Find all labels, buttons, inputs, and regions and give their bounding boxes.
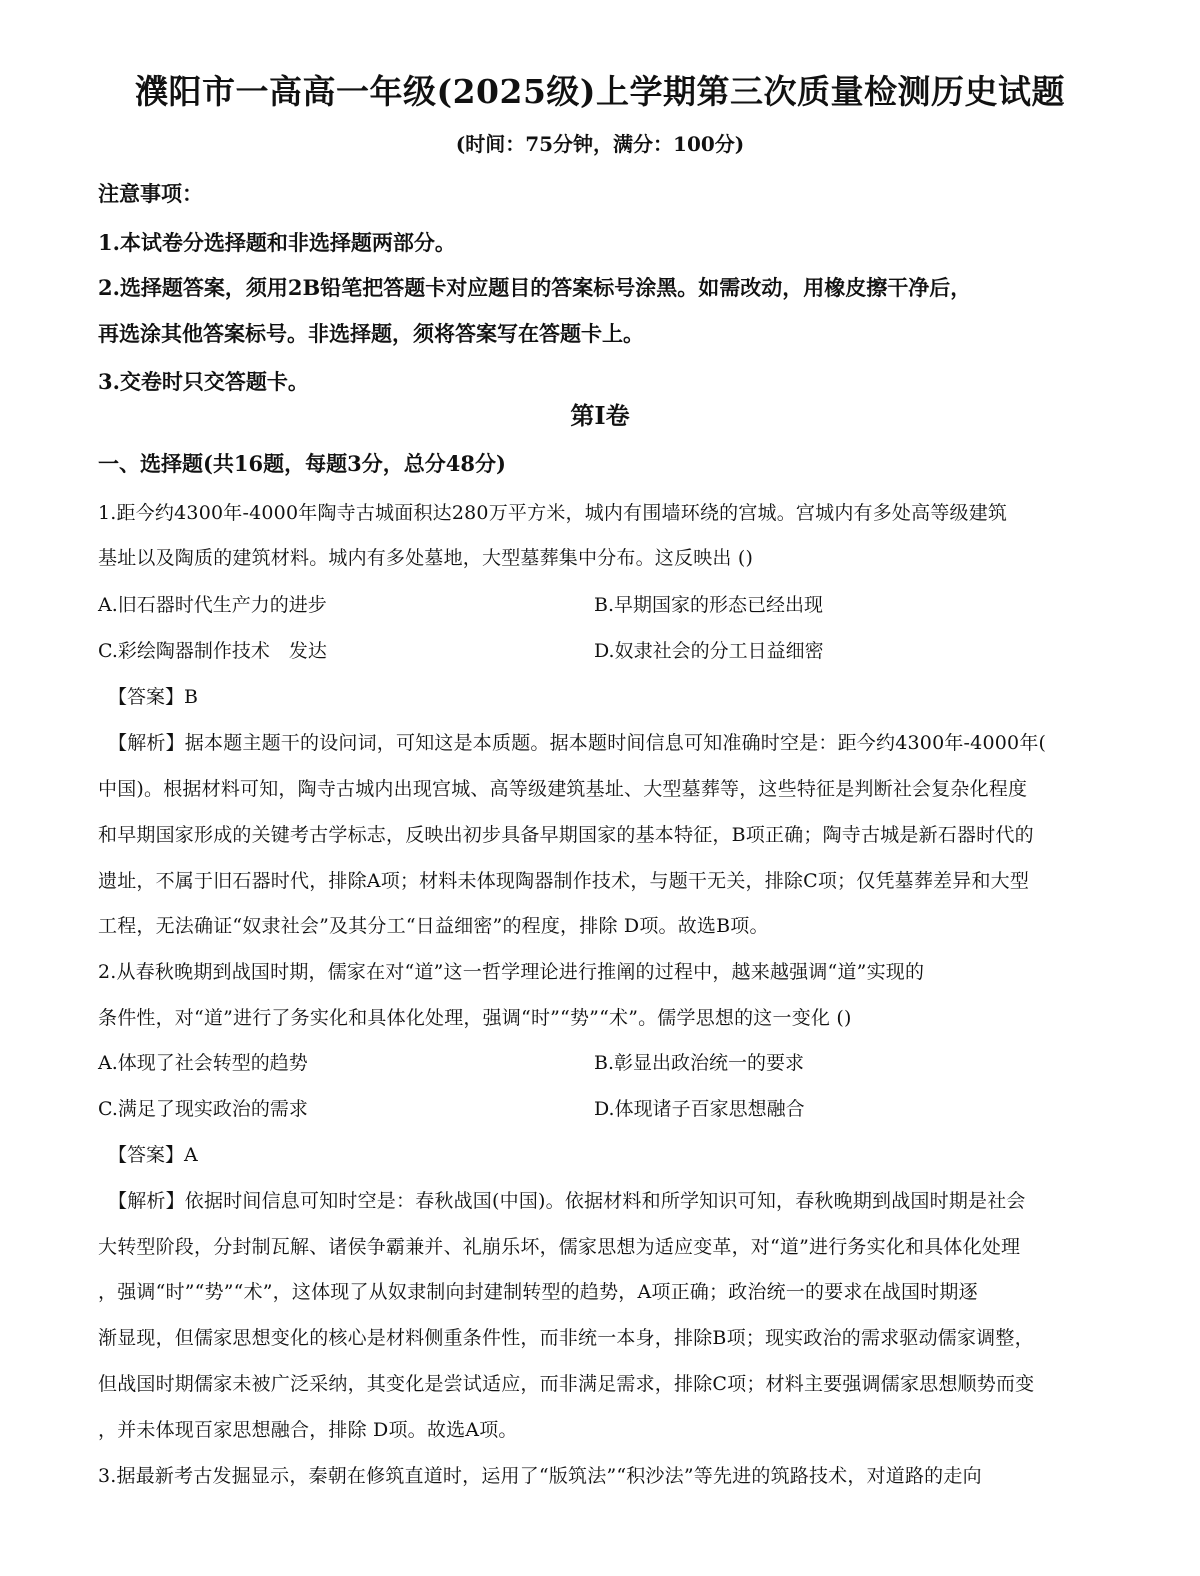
- question-2-analysis-line-3: ，强调“时”“势”“术”，这体现了从奴隶制向封建制转型的趋势，A项正确；政治统一的要求在战国时期逐: [98, 1281, 978, 1303]
- question-1-option-b: B.早期国家的形态已经出现: [594, 594, 824, 616]
- question-2-option-c: C.满足了现实政治的需求: [98, 1098, 308, 1120]
- exam-time-info: (时间：75分钟，满分：100分): [455, 132, 745, 156]
- question-2-option-a: A.体现了社会转型的趋势: [98, 1052, 308, 1074]
- notice-item-2-cont: 再选涂其他答案标号。非选择题，须将答案写在答题卡上。: [98, 321, 644, 346]
- notice-item-1: 1.本试卷分选择题和非选择题两部分。: [98, 230, 456, 255]
- question-2-option-b: B.彰显出政治统一的要求: [594, 1052, 805, 1074]
- question-2-option-d: D.体现诸子百家思想融合: [594, 1098, 805, 1120]
- question-2-answer: 【答案】A: [108, 1144, 198, 1166]
- question-1-option-c: C.彩绘陶器制作技术 发达: [98, 640, 327, 662]
- volume-heading: 第Ⅰ卷: [570, 401, 630, 430]
- question-1-analysis-line-5: 工程，无法确证“奴隶社会”及其分工“日益细密”的程度，排除 D项。故选B项。: [98, 915, 769, 937]
- question-1-stem-line-2: 基址以及陶质的建筑材料。城内有多处墓地，大型墓葬集中分布。这反映出 (): [98, 547, 754, 569]
- question-1-option-d: D.奴隶社会的分工日益细密: [594, 640, 824, 662]
- question-2-analysis-line-1: 【解析】依据时间信息可知时空是：春秋战国(中国)。依据材料和所学知识可知，春秋晚期到战国时期是社会: [108, 1190, 1026, 1212]
- question-2-stem-line-2: 条件性，对“道”进行了务实化和具体化处理，强调“时”“势”“术”。儒学思想的这一变化 (): [98, 1007, 852, 1029]
- notice-item-2: 2.选择题答案，须用2B铅笔把答题卡对应题目的答案标号涂黑。如需改动，用橡皮擦干净后，: [98, 275, 972, 300]
- question-1-answer: 【答案】B: [108, 686, 198, 708]
- question-1-analysis-line-3: 和早期国家形成的关键考古学标志，反映出初步具备早期国家的基本特征，B项正确；陶寺古城是新石器时代的: [98, 824, 1034, 846]
- question-1-stem-line-1: 1.距今约4300年-4000年陶寺古城面积达280万平方米，城内有围墙环绕的宫城。宫城内有多处高等级建筑: [98, 502, 1008, 524]
- page-title: 濮阳市一高高一年级(2025级)上学期第三次质量检测历史试题: [134, 72, 1066, 111]
- question-2-analysis-line-2: 大转型阶段，分封制瓦解、诸侯争霸兼并、礼崩乐坏，儒家思想为适应变革，对“道”进行务实化和具体化处理: [98, 1236, 1021, 1258]
- question-1-analysis-line-1: 【解析】据本题主题干的设问词，可知这是本质题。据本题时间信息可知准确时空是：距今约4300年-4000年(: [108, 732, 1047, 754]
- question-2-analysis-line-4: 渐显现，但儒家思想变化的核心是材料侧重条件性，而非统一本身，排除B项；现实政治的需求驱动儒家调整，: [98, 1327, 1034, 1349]
- question-2-analysis-line-6: ，并未体现百家思想融合，排除 D项。故选A项。: [98, 1419, 518, 1441]
- notice-item-3: 3.交卷时只交答题卡。: [98, 369, 309, 394]
- notice-heading: 注意事项：: [98, 181, 203, 206]
- question-1-option-a: A.旧石器时代生产力的进步: [98, 594, 327, 616]
- question-1-analysis-line-2: 中国)。根据材料可知，陶寺古城内出现宫城、高等级建筑基址、大型墓葬等，这些特征是判断社会复杂化程度: [98, 778, 1028, 800]
- question-2-stem-line-1: 2.从春秋晚期到战国时期，儒家在对“道”这一哲学理论进行推阐的过程中，越来越强调“道”实现的: [98, 961, 925, 983]
- question-1-analysis-line-4: 遗址，不属于旧石器时代，排除A项；材料未体现陶器制作技术，与题干无关，排除C项；仅凭墓葬差异和大型: [98, 870, 1030, 892]
- question-3-stem-line-1: 3.据最新考古发掘显示，秦朝在修筑直道时，运用了“版筑法”“积沙法”等先进的筑路技术，对道路的走向: [98, 1465, 982, 1487]
- section-heading: 一、选择题(共16题，每题3分，总分48分): [98, 451, 506, 476]
- question-2-analysis-line-5: 但战国时期儒家未被广泛采纳，其变化是尝试适应，而非满足需求，排除C项；材料主要强调儒家思想顺势而变: [98, 1373, 1035, 1395]
